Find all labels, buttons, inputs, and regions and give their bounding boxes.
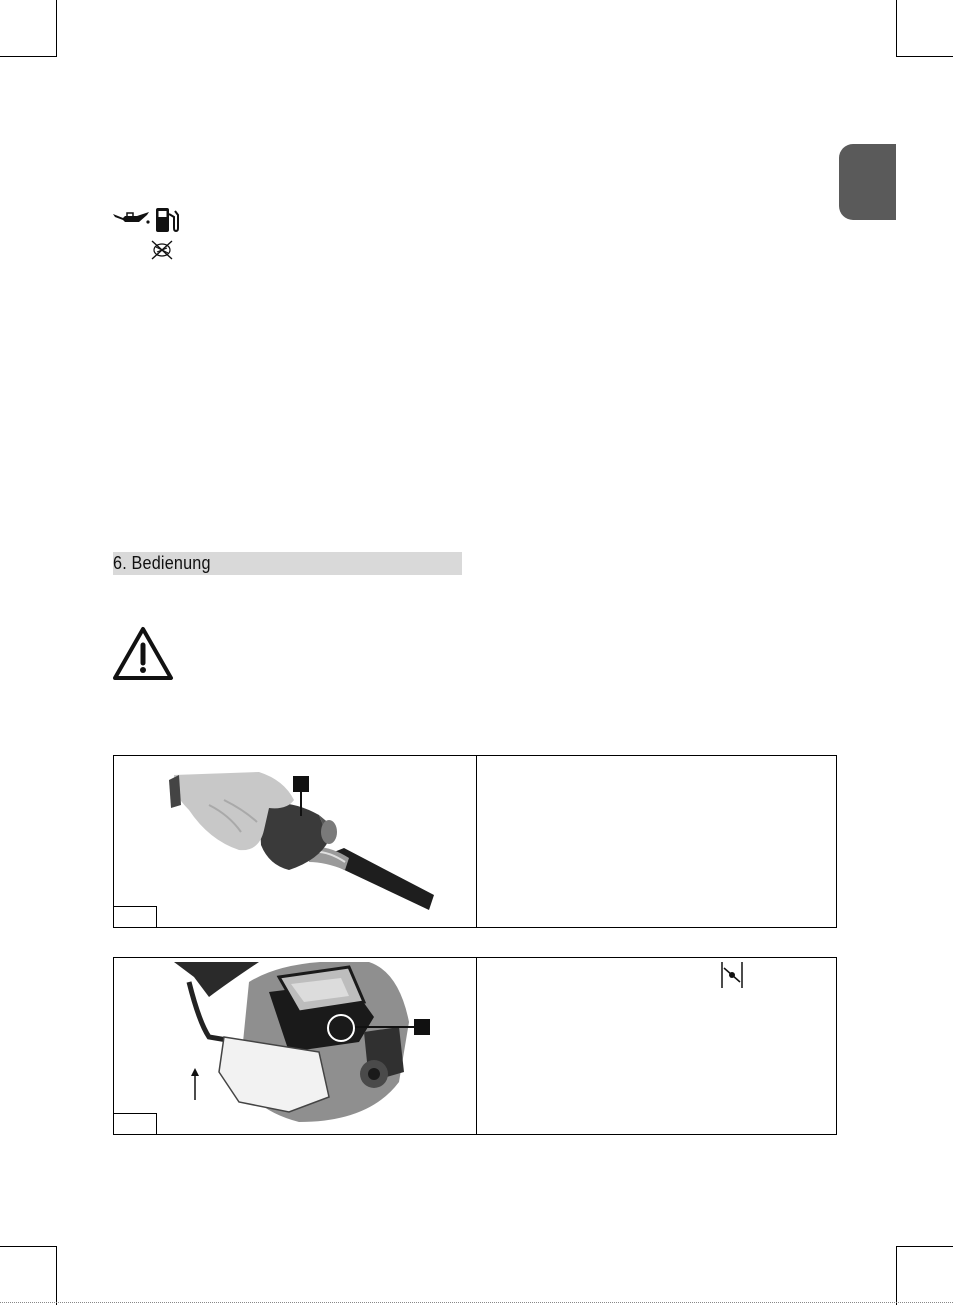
crossed-out-icon — [150, 239, 174, 261]
crop-mark-top-right-h — [896, 56, 953, 57]
trim-line — [0, 1302, 953, 1303]
crop-mark-bottom-right-v — [896, 1246, 897, 1305]
callout-marker-1 — [293, 776, 309, 792]
crop-mark-top-left-v — [56, 0, 57, 57]
callout-line-2 — [355, 1026, 415, 1028]
crop-mark-bottom-right-h — [896, 1246, 953, 1247]
figure-divider — [476, 756, 477, 927]
section-heading-bar — [113, 552, 462, 575]
fuel-pump-icon — [154, 206, 180, 234]
warning-triangle-icon — [112, 626, 174, 681]
crop-mark-bottom-left-h — [0, 1246, 57, 1247]
figure-box-2 — [113, 957, 837, 1135]
figure-box-1 — [113, 755, 837, 928]
figure-divider — [476, 958, 477, 1134]
language-tab — [839, 144, 896, 220]
figure-2-photo — [169, 962, 449, 1130]
oil-can-icon — [111, 208, 153, 230]
crop-mark-top-right-v — [896, 0, 897, 57]
callout-marker-2 — [414, 1019, 430, 1035]
crop-mark-bottom-left-v — [56, 1246, 57, 1305]
choke-symbol-icon — [720, 962, 744, 988]
arrow-up-icon — [189, 1066, 201, 1100]
callout-line-1 — [300, 792, 302, 816]
section-heading: 6. Bedienung — [113, 553, 211, 573]
figure-label-2 — [114, 1113, 157, 1134]
figure-label-1 — [114, 906, 157, 927]
crop-mark-top-left-h — [0, 56, 57, 57]
